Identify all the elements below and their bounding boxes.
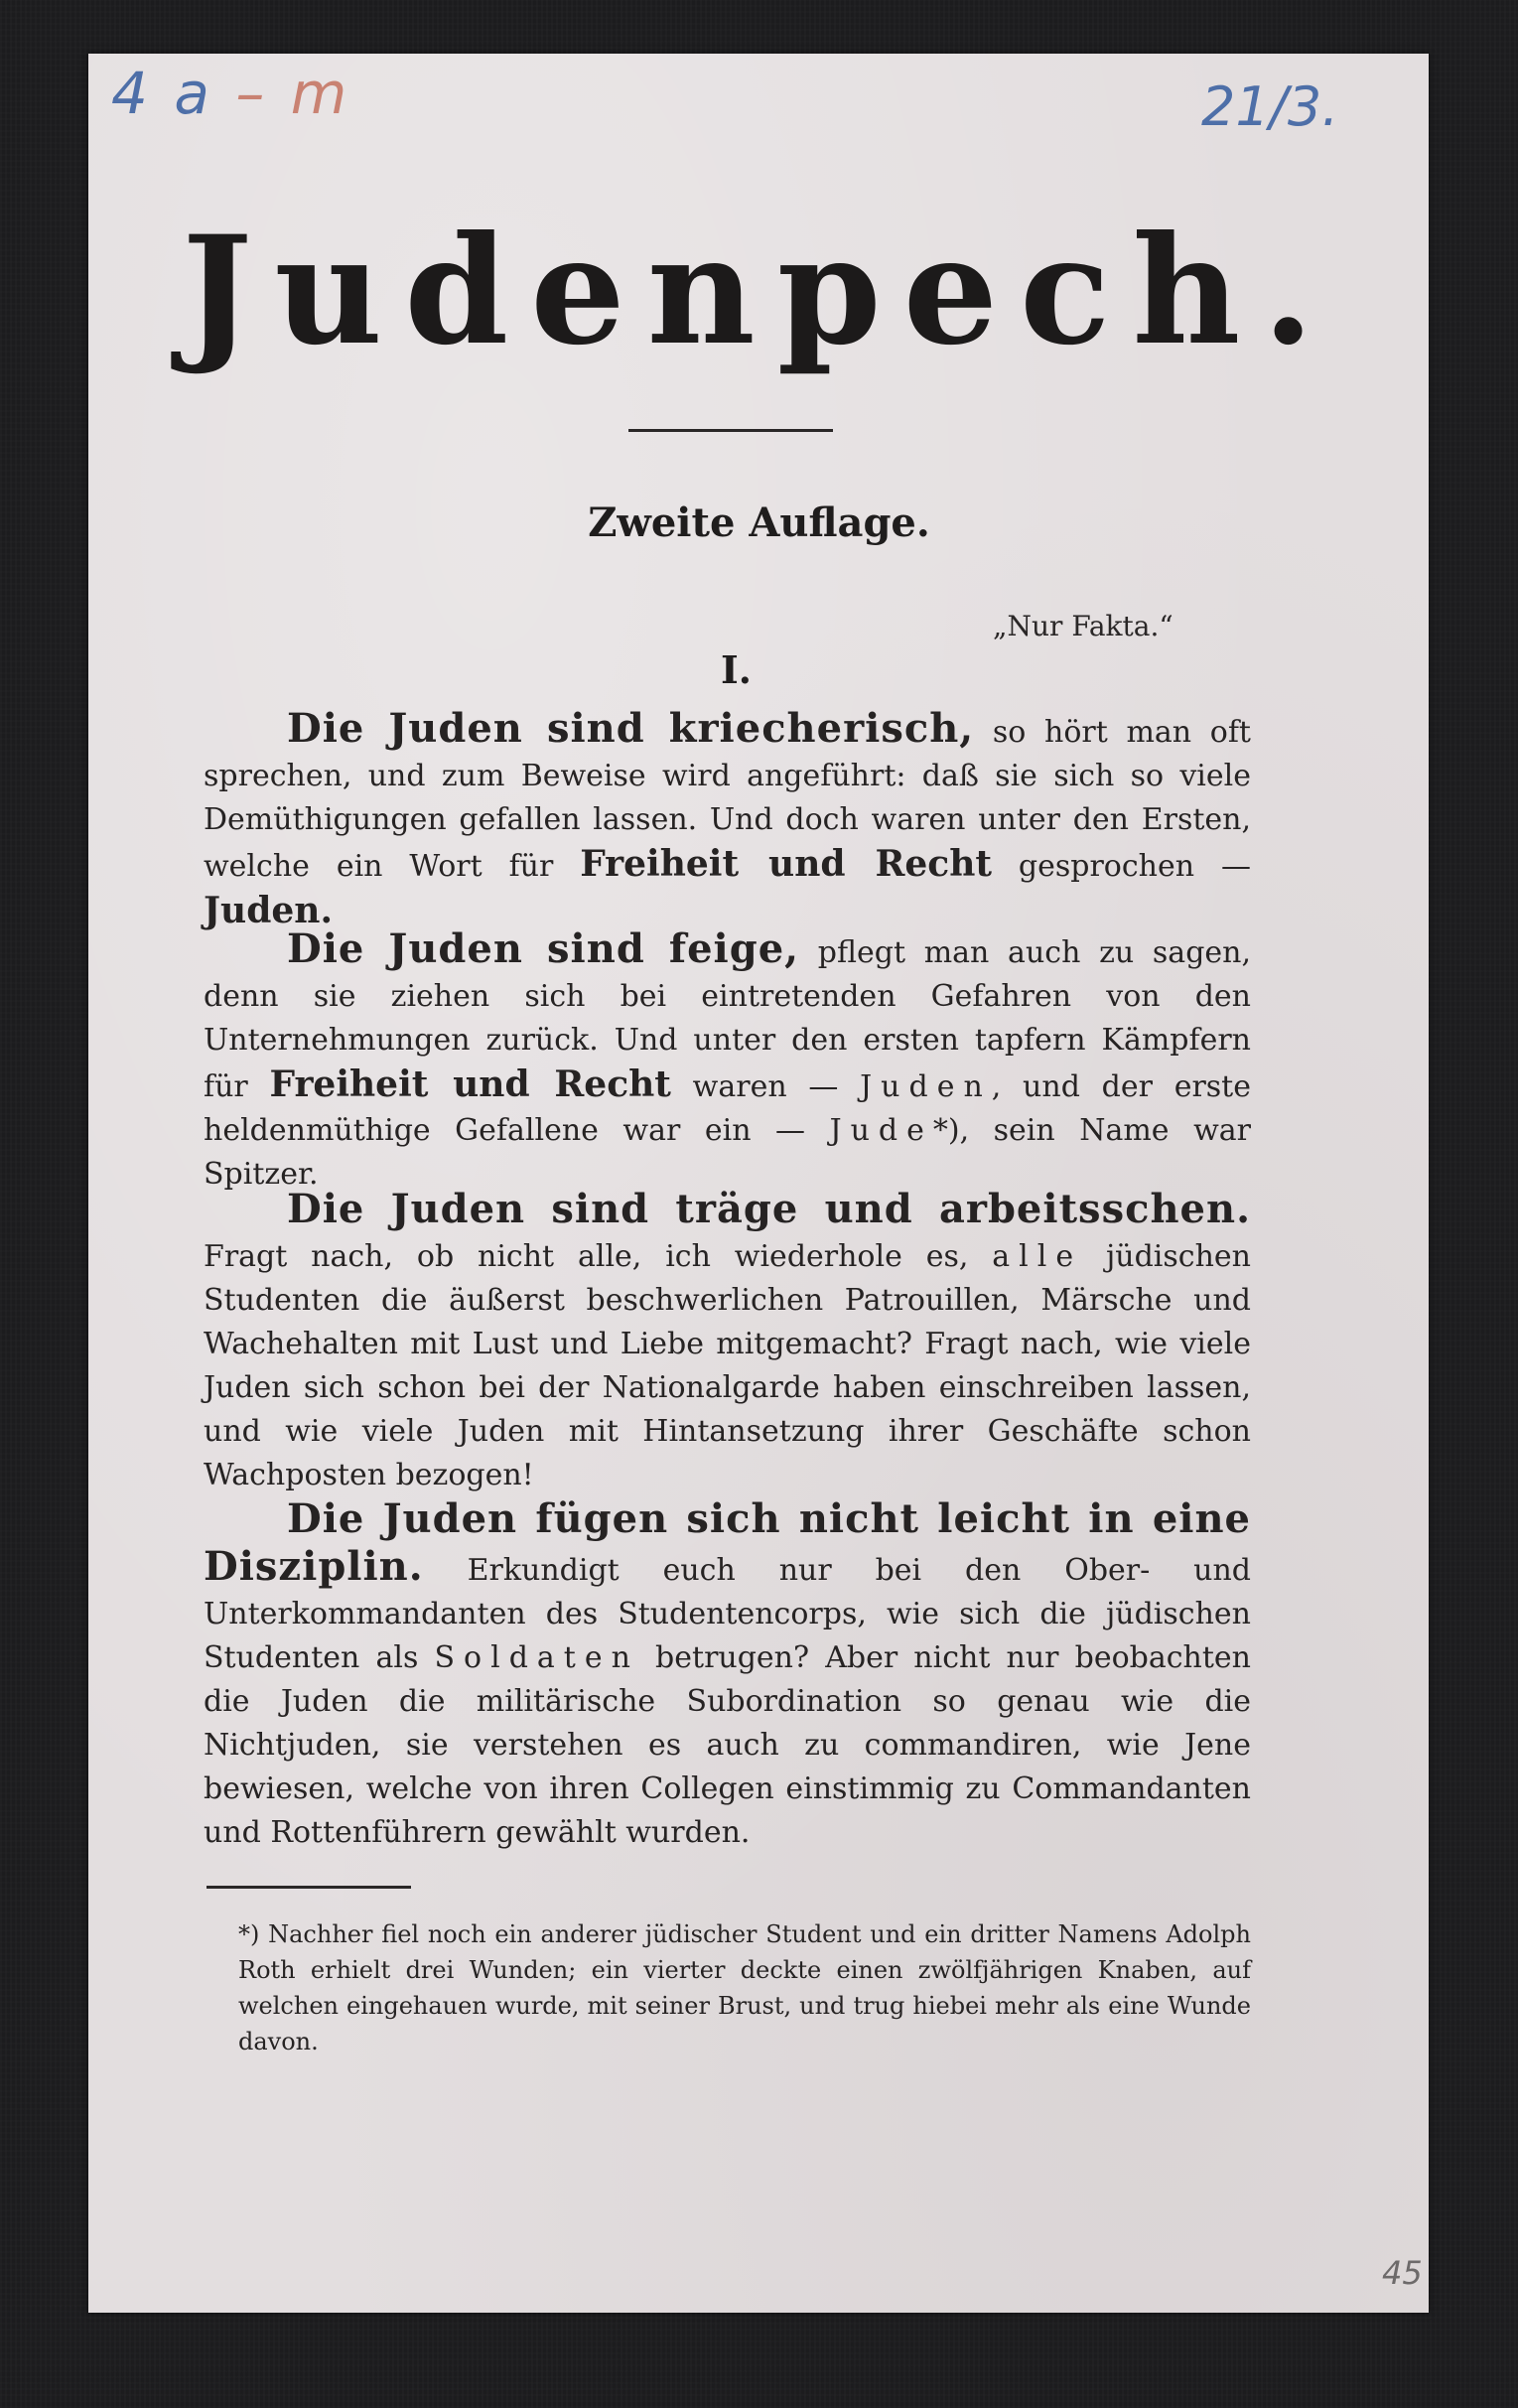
footnote-text: Wunde davon. bbox=[238, 1992, 1251, 2055]
paragraph-text: gesprochen — bbox=[992, 849, 1251, 884]
paragraph-heading: Die Juden sind feige, bbox=[287, 925, 800, 972]
pencil-page-number: 45 bbox=[1382, 2254, 1423, 2292]
document-title: Judenpech. bbox=[182, 204, 1336, 378]
footnote bbox=[238, 1916, 1251, 2059]
footnote-divider bbox=[207, 1886, 411, 1889]
paragraph-text: Erkundigt euch nur bei den Ober- und Unterkommandanten des Studentencorps, wie sich die jüdischen Studenten als bbox=[204, 1553, 1251, 1675]
paragraph-text: jüdischen Studenten die äußerst beschwerlichen Patrouillen, Märsche und Wachehalten mit Lust und Liebe mitgemacht? Fragt nach, wie viele Juden sich schon bei der Nationalgarde haben einschreiben lassen, und wie viele Juden mit Hintansetzung ihrer Geschäfte schon Wachposten bezogen! bbox=[204, 1239, 1251, 1492]
paragraph-text: betrugen? Aber nicht nur beobachten die Juden die militärische Subordination so genau wie die Nichtjuden, sie verstehen es auch zu commandiren, wie Jene bewiesen, welche von ihren Collegen einstimmig zu Commandanten und Rottenführern gewählt wurden. bbox=[204, 1640, 1252, 1850]
paragraph-heading: Die Juden sind träge und arbeitsschen. bbox=[287, 1186, 1251, 1232]
paragraph-text: , und der erste heldenmüthige Gefallene war ein — bbox=[204, 1069, 1251, 1148]
spaced-text: Juden bbox=[860, 1069, 992, 1104]
paragraph-text: waren — bbox=[670, 1069, 861, 1104]
paragraph-feige bbox=[204, 927, 1251, 1197]
paragraph-text: so hört man oft sprechen, und zum Beweise wird angeführt: daß sie sich so viele Demüthigungen gefallen lassen. Und doch waren unter den Ersten, welche ein Wort für bbox=[204, 715, 1251, 884]
paragraph-disziplin bbox=[204, 1497, 1251, 1855]
footnote-text: Nachher fiel noch ein anderer jüdischer Student und ein dritter Namens Adolph Roth erhielt drei Wunden; ein vierter deckte einen zwölfjährigen Knaben, auf welchen eingehauen wurde, mit seiner Brust, und trug hiebei mehr als bbox=[238, 1920, 1251, 2020]
spaced-text: alle bbox=[992, 1239, 1083, 1274]
paragraph-text: *), sein Name war Spitzer. bbox=[204, 1113, 1251, 1192]
spaced-text: Soldaten bbox=[434, 1640, 639, 1675]
archive-notation-top-left bbox=[111, 60, 350, 127]
notation-dash: – m bbox=[235, 60, 351, 127]
emphasis-text: Freiheit und Recht bbox=[580, 843, 992, 885]
paragraph-text: pflegt man auch zu sagen, denn sie ziehen sich bei eintretenden Gefahren von den Unternehmungen zurück. Und unter den ersten tapfern Kämpfern für bbox=[204, 935, 1252, 1104]
spaced-text: Jude bbox=[829, 1113, 933, 1148]
emphasis-text: Juden. bbox=[204, 890, 333, 931]
paragraph-heading: Die Juden sind kriecherisch, bbox=[287, 705, 975, 752]
paragraph-kriecherisch bbox=[204, 707, 1251, 935]
paragraph-heading: Die Juden fügen sich nicht leicht in eine Disziplin. bbox=[204, 1495, 1251, 1590]
motto: „Nur Fakta.“ bbox=[993, 610, 1173, 642]
title-divider bbox=[628, 429, 833, 432]
paragraph-traege bbox=[204, 1188, 1251, 1497]
notation-shelfmark: 4 a bbox=[111, 60, 213, 127]
archive-notation-top-right: 21/3. bbox=[1201, 75, 1339, 138]
spaced-text: eine bbox=[1108, 1992, 1160, 2020]
edition-label: Zweite Auflage. bbox=[588, 499, 930, 546]
footnote-mark: *) bbox=[238, 1920, 260, 1948]
emphasis-text: Freiheit und Recht bbox=[269, 1063, 671, 1105]
paragraph-text: Fragt nach, ob nicht alle, ich wiederhole es, bbox=[204, 1239, 993, 1274]
section-number: I. bbox=[721, 647, 753, 692]
